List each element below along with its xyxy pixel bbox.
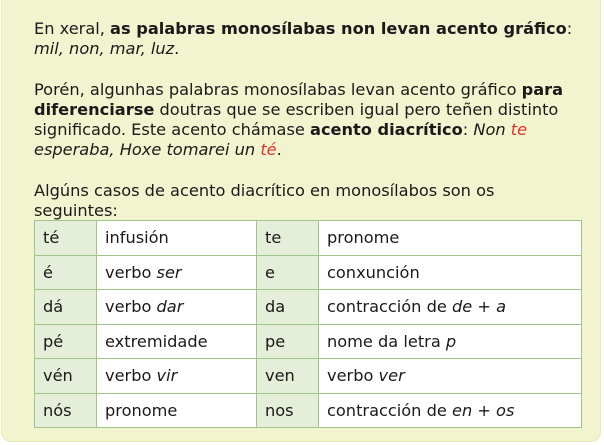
intro-examples: mil, non, mar, luz xyxy=(34,39,175,58)
plain-word-cell: ven xyxy=(257,359,319,394)
diacritic-text-1: Porén, algunhas palabras monosílabas levan acento gráfico xyxy=(34,80,522,99)
meaning-italic: ser xyxy=(156,262,182,282)
meaning-italic: en + os xyxy=(451,400,515,420)
table-row xyxy=(35,221,582,256)
diacritic-term: acento diacrítico xyxy=(310,120,463,139)
table-row xyxy=(35,290,582,325)
intro-text-2: : xyxy=(566,19,573,38)
plain-word-cell: pe xyxy=(257,324,319,359)
content-panel xyxy=(1,0,601,442)
plain-word-cell: te xyxy=(257,221,319,256)
meaning-italic: de + a xyxy=(451,297,506,317)
meaning-cell xyxy=(97,255,257,290)
table-row xyxy=(35,324,582,359)
meaning-text: verbo xyxy=(327,366,379,386)
meaning-italic: vir xyxy=(156,366,178,386)
diacritic-highlight-te-accented: té xyxy=(260,140,277,159)
plain-word-cell: e xyxy=(257,255,319,290)
meaning-cell: infusión xyxy=(97,221,257,256)
meaning-italic: p xyxy=(445,331,457,351)
intro-text-3: . xyxy=(174,39,180,58)
diacritic-example-1: Non xyxy=(473,120,511,139)
meaning-text: verbo xyxy=(105,262,157,282)
meaning-text: nome da letra xyxy=(327,331,446,351)
meaning-text: verbo xyxy=(105,366,157,386)
diacritic-text-3: : xyxy=(462,120,474,139)
meaning-italic: dar xyxy=(156,297,184,317)
meaning-italic: ver xyxy=(378,366,405,386)
meaning-cell xyxy=(97,359,257,394)
meaning-text: verbo xyxy=(105,297,157,317)
diacritic-text-4: . xyxy=(276,140,282,159)
meaning-text: contracción de xyxy=(327,297,452,317)
diacritic-text-2: doutras que se escriben igual pero teñen distinto significado. Este acento chámase xyxy=(34,100,559,139)
diacritic-bold-1: para diferenciarse xyxy=(34,80,564,119)
meaning-cell: extremidade xyxy=(97,324,257,359)
diacritic-highlight-te: te xyxy=(510,120,528,139)
meaning-cell: pronome xyxy=(319,221,582,256)
diacritic-example-2: esperaba, Hoxe tomarei un xyxy=(34,140,261,159)
accented-word-cell: dá xyxy=(35,290,97,325)
accented-word-cell: pé xyxy=(35,324,97,359)
accented-word-cell: vén xyxy=(35,359,97,394)
meaning-cell: pronome xyxy=(97,393,257,428)
diacritic-table xyxy=(34,220,582,428)
meaning-cell xyxy=(319,359,582,394)
accented-word-cell: é xyxy=(35,255,97,290)
table-row xyxy=(35,359,582,394)
diacritic-paragraph xyxy=(34,80,580,160)
cases-intro: Algúns casos de acento diacrítico en monosílabos son os seguintes: xyxy=(34,181,495,220)
plain-word-cell: nos xyxy=(257,393,319,428)
meaning-cell xyxy=(319,393,582,428)
accented-word-cell: nós xyxy=(35,393,97,428)
table-row xyxy=(35,255,582,290)
meaning-cell xyxy=(319,324,582,359)
intro-text-1: En xeral, xyxy=(34,19,111,38)
meaning-cell xyxy=(319,290,582,325)
intro-rule: as palabras monosílabas non levan acento gráfico xyxy=(110,19,567,38)
meaning-cell xyxy=(97,290,257,325)
meaning-text: contracción de xyxy=(327,400,452,420)
plain-word-cell: da xyxy=(257,290,319,325)
intro-paragraph xyxy=(34,19,580,59)
table-row xyxy=(35,393,582,428)
meaning-cell: conxunción xyxy=(319,255,582,290)
accented-word-cell: té xyxy=(35,221,97,256)
